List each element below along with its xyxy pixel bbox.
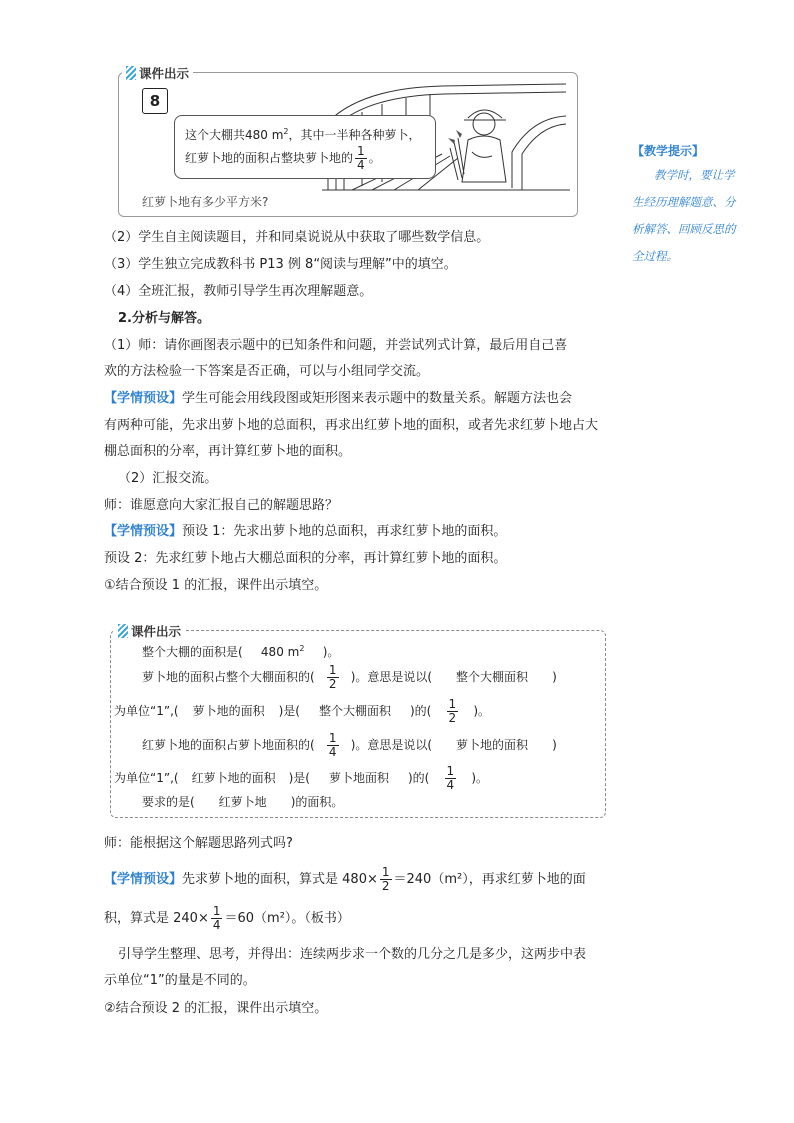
step-2: （2）学生自主阅读题目，并和同桌说说从中获取了哪些数学信息。 [104, 230, 490, 245]
step-4: （4）全班汇报，教师引导学生再次理解题意。 [104, 284, 373, 299]
sidebar-title: 【教学提示】 [632, 144, 705, 158]
speech-bubble [174, 115, 436, 179]
paragraph-1-line-2: 欢的方法检验一下答案是否正确，可以与小组同学交流。 [104, 364, 430, 379]
paragraph-4: 师：谁愿意向大家汇报自己的解题思路？ [104, 498, 339, 513]
paragraph-6: 预设 2：先求红萝卜地占大棚总面积的分率，再计算红萝卜地的面积。 [104, 551, 507, 566]
paragraph-1-line-1: （1）师：请你画图表示题中的已知条件和问题，并尝试列式计算，最后用自己喜 [104, 338, 568, 353]
fill-row-2: 萝卜地的面积占整个大棚面积的( $\frac{1}{2}$ )。意思是说以( 整个大棚面积 ) [142, 663, 557, 691]
paragraph-7: ①结合预设 1 的汇报，课件出示填空。 [104, 578, 328, 593]
teacher-question: 师：能根据这个解题思路列式吗? [104, 836, 293, 851]
fill-row-4: 红萝卜地的面积占萝卜地面积的( $\frac{1}{4}$ )。意思是说以( 萝卜地的面积 ) [142, 731, 557, 759]
bubble-line-1: 这个大棚共480 $m^2$，其中一半种各种萝卜， [185, 127, 421, 142]
paragraph-2-line-2: 有两种可能，先求出萝卜地的总面积，再求出红萝卜地的面积，或者先求红萝卜地占大 [104, 418, 599, 433]
paragraph-3: （2）汇报交流。 [118, 471, 218, 486]
fill-row-5: 为单位“1”,( 红萝卜地的面积 )是( 萝卜地面积 )的( $\frac{1}{4}$ )。 [114, 764, 489, 792]
step-3: （3）学生独立完成教科书 P13 例 8“阅读与理解”中的填空。 [104, 257, 457, 272]
paragraph-2-line-1: 【学情预设】学生可能会用线段图或矩形图来表示题中的数量关系。解题方法也会 [104, 391, 573, 406]
answer-line-1: 【学情预设】先求萝卜地的面积，算式是 480× $\frac{1}{2}$ ＝240（m²），再求红萝卜地的面 [104, 865, 586, 893]
label-stripe-icon [118, 624, 128, 638]
fill-row-6: 要求的是( 红萝卜地 )的面积。 [142, 795, 344, 809]
last-line: ②结合预设 2 的汇报，课件出示填空。 [104, 1001, 328, 1016]
courseware-label: 课件出示 [122, 64, 193, 82]
courseware-label-2: 课件出示 [114, 622, 185, 640]
paragraph-5: 【学情预设】预设 1：先求出萝卜地的总面积，再求红萝卜地的面积。 [104, 524, 507, 539]
guide-line-2: 示单位“1”的量是不同的。 [104, 973, 256, 988]
sidebar-text: 教学时，要让学 生经历理解题意、分 析解答、回顾反思的 全过程。 [632, 168, 736, 263]
fraction-one-fourth: $\frac{1}{4}$ [357, 144, 365, 172]
section-heading-analysis: 2.分析与解答。 [118, 311, 210, 326]
tag-learning-preset: 【学情预设】 [104, 391, 183, 406]
fraction-one-half: $\frac{1}{2}$ [328, 663, 337, 691]
label-stripe-icon [126, 66, 136, 80]
example-number-badge: 8 [142, 88, 168, 114]
bubble-line-2: 红萝卜地的面积占整块萝卜地的 $\frac{1}{4}$ 。 [185, 144, 381, 172]
guide-line-1: 引导学生整理、思考，并得出：连续两步求一个数的几分之几是多少，这两步中表 [118, 947, 587, 962]
paragraph-2-line-3: 棚总面积的分率，再计算红萝卜地的面积。 [104, 444, 352, 459]
answer-line-2: 积，算式是 240× $\frac{1}{4}$ ＝60（m²）。（板书） [104, 904, 350, 932]
fill-row-1: 整个大棚的面积是( 480 $m^2$ )。 [142, 644, 340, 659]
example-question: 红萝卜地有多少平方米? [142, 195, 269, 209]
fill-row-3: 为单位“1”,( 萝卜地的面积 )是( 整个大棚面积 )的( $\frac{1}{2}$ )。 [114, 697, 491, 725]
